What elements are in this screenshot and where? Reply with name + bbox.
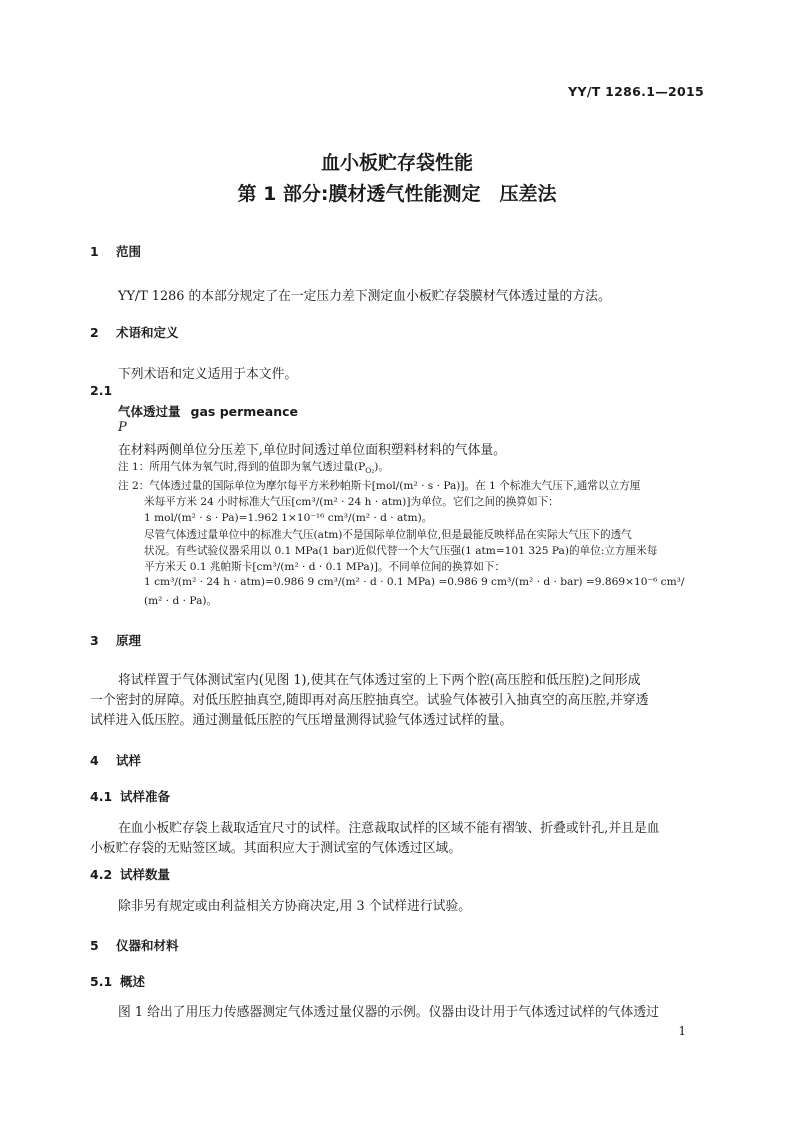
section-4-1-heading <box>90 787 170 805</box>
document-title-part: 第 1 部分:膜材透气性能测定 压差法 <box>237 183 557 205</box>
section-4-1-paragraph-line: 在血小板贮存袋上裁取适宜尺寸的试样。注意裁取试样的区域不能有褶皱、折叠或针孔,并且是血 <box>118 821 660 836</box>
section-number: 4 <box>90 753 99 768</box>
section-number: 3 <box>90 633 99 648</box>
section-title: 试样准备 <box>120 789 171 804</box>
section-5-1-paragraph: 图 1 给出了用压力传感器测定气体透过量仪器的示例。仪器由设计用于气体透过试样的气体透过 <box>118 1005 659 1020</box>
term-entry <box>118 402 298 420</box>
section-number: 4.1 <box>90 789 113 804</box>
term-definition: 在材料两侧单位分压差下,单位时间透过单位面积塑料材料的气体量。 <box>118 443 506 458</box>
section-number: 1 <box>90 244 99 259</box>
note-2-line: 注 2：气体透过量的国际单位为摩尔每平方米秒帕斯卡[mol/(m² · s · Pa)]。在 1 个标准大气压下,通常以立方厘 <box>118 480 641 492</box>
section-number: 4.2 <box>90 867 113 882</box>
section-2-heading <box>90 323 179 341</box>
term-chinese: 气体透过量 <box>118 404 181 419</box>
document-title-main: 血小板贮存袋性能 <box>320 152 473 174</box>
section-number: 2 <box>90 325 99 340</box>
section-title: 概述 <box>120 974 146 989</box>
note-2-formula: (m² · d · Pa)。 <box>144 595 218 607</box>
note-2-formula: 1 mol/(m² · s · Pa)=1.962 1×10⁻¹⁶ cm³/(m² · d · atm)。 <box>144 512 433 524</box>
section-title: 术语和定义 <box>116 325 179 340</box>
section-4-heading <box>90 751 141 769</box>
section-title: 仪器和材料 <box>116 938 179 953</box>
note-1 <box>118 459 389 475</box>
note-2-line: 状况。有些试验仪器采用以 0.1 MPa(1 bar)近似代替一个大气压强(1 atm=101 325 Pa)的单位:立方厘米每 <box>144 545 658 557</box>
section-4-2-heading <box>90 865 170 883</box>
section-1-paragraph: YY/T 1286 的本部分规定了在一定压力差下测定血小板贮存袋膜材气体透过量的方法。 <box>118 289 611 304</box>
clause-2-1-number: 2.1 <box>90 383 113 398</box>
term-english: gas permeance <box>190 404 299 419</box>
section-number: 5 <box>90 938 99 953</box>
section-4-1-paragraph-line: 小板贮存袋的无贴签区域。其面积应大于测试室的气体透过区域。 <box>90 841 462 856</box>
section-3-paragraph-line: 将试样置于气体测试室内(见图 1),使其在气体透过室的上下两个腔(高压腔和低压腔)之间形成 <box>118 673 641 688</box>
note-2-line: 平方米天 0.1 兆帕斯卡[cm³/(m² · d · 0.1 MPa)]。不同单位间的换算如下： <box>144 561 506 573</box>
standard-code: YY/T 1286.1—2015 <box>568 84 704 99</box>
section-3-paragraph-line: 一个密封的屏障。对低压腔抽真空,随即再对高压腔抽真空。试验气体被引入抽真空的高压腔,并穿透 <box>90 693 649 708</box>
section-5-heading <box>90 936 179 954</box>
section-title: 试样数量 <box>120 867 171 882</box>
term-symbol: P <box>118 420 127 435</box>
note-2-line: 米每平方米 24 小时标准大气压[cm³/(m² · 24 h · atm)]为单位。它们之间的换算如下： <box>144 496 559 508</box>
note-2-line: 尽管气体透过量单位中的标准大气压(atm)不是国际单位制单位,但是最能反映样品在实际大气压下的透气 <box>144 529 632 541</box>
section-4-2-paragraph: 除非另有规定或由利益相关方协商决定,用 3 个试样进行试验。 <box>118 899 472 914</box>
section-1-heading <box>90 242 141 260</box>
note-1-subscript: O₂ <box>365 466 375 476</box>
section-title: 原理 <box>116 633 142 648</box>
note-2-formula: 1 cm³/(m² · 24 h · atm)=0.986 9 cm³/(m² · d · 0.1 MPa) =0.986 9 cm³/(m² · d · bar) =9.869×10⁻⁶ cm³/ <box>144 576 685 588</box>
page-number: 1 <box>678 1024 686 1038</box>
section-3-paragraph-line: 试样进入低压腔。通过测量低压腔的气压增量测得试验气体透过试样的量。 <box>90 713 513 728</box>
section-2-paragraph: 下列术语和定义适用于本文件。 <box>118 367 298 382</box>
note-1-end: )。 <box>374 461 389 473</box>
section-3-heading <box>90 631 141 649</box>
section-5-1-heading <box>90 972 145 990</box>
note-1-text: 注 1：所用气体为氧气时,得到的值即为氧气透过量(P <box>118 461 366 473</box>
section-title: 试样 <box>116 753 142 768</box>
section-title: 范围 <box>116 244 142 259</box>
section-number: 5.1 <box>90 974 113 989</box>
